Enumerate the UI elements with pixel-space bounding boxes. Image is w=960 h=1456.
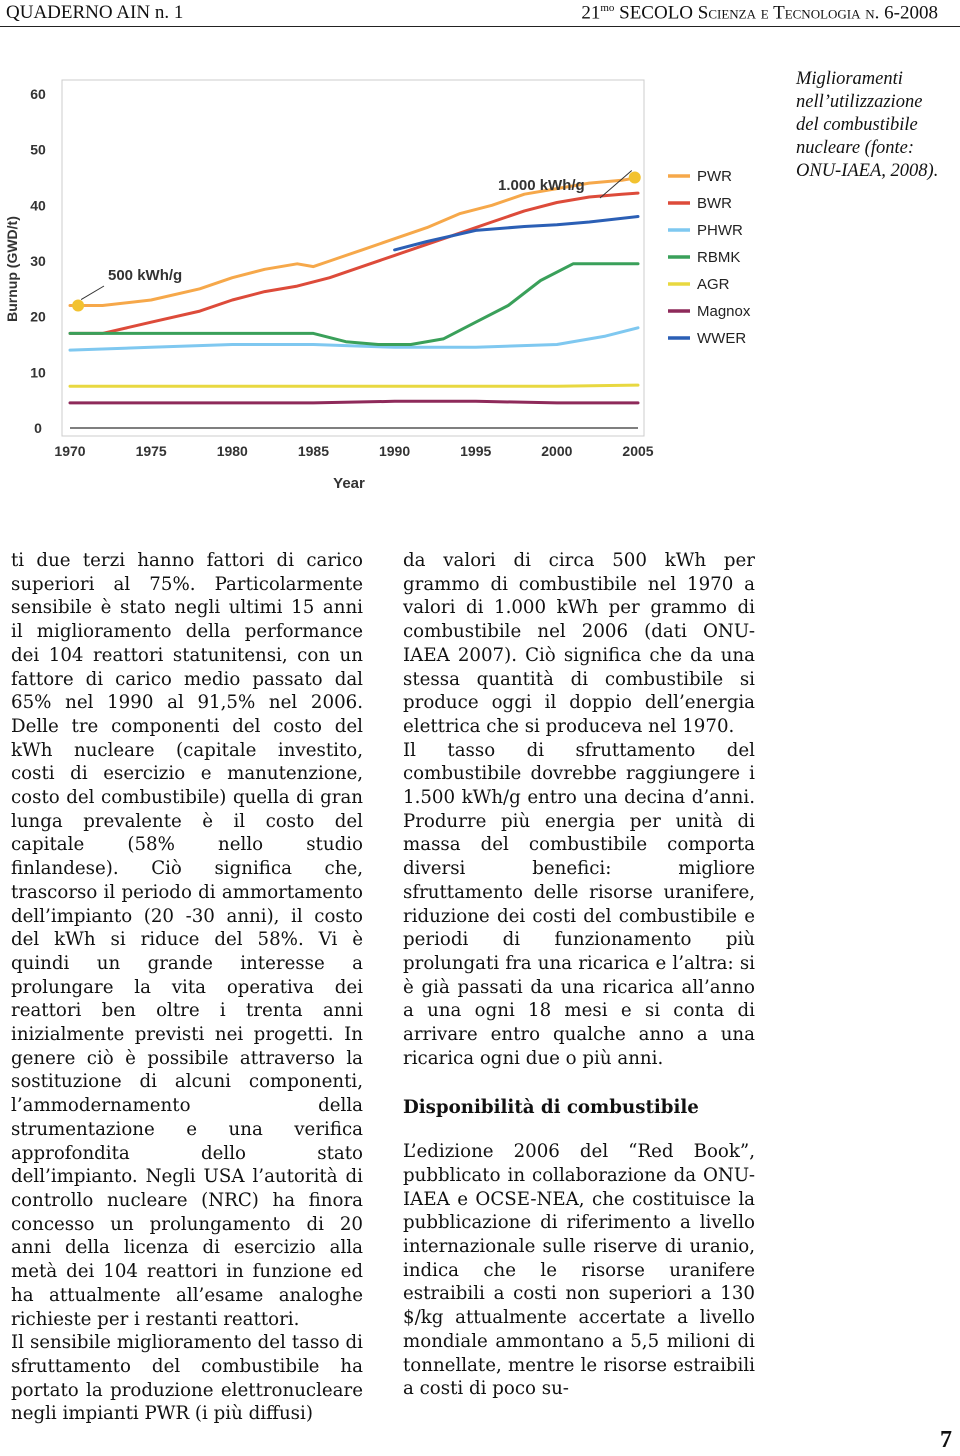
x-tick-label: 1975 xyxy=(135,443,167,459)
left-column xyxy=(11,549,363,1426)
x-tick-label: 1980 xyxy=(216,443,248,459)
header-number: 21 xyxy=(581,2,601,24)
end-annotation-label: 1.000 kWh/g xyxy=(498,177,585,194)
running-header-left: QUADERNO AIN n. 1 xyxy=(6,2,184,23)
x-axis-label: Year xyxy=(333,475,365,492)
legend-label-wwer: WWER xyxy=(697,330,747,347)
series-line-magnox xyxy=(70,401,638,403)
legend-label-magnox: Magnox xyxy=(697,303,751,320)
start-burnup-marker xyxy=(72,300,84,312)
header-journal: SECOLO Scienza e Tecnologia n. 6-2008 xyxy=(614,2,938,24)
header-rule xyxy=(0,26,960,27)
x-tick-label: 1970 xyxy=(54,443,86,459)
legend-label-phwr: PHWR xyxy=(697,222,743,239)
y-tick-label: 20 xyxy=(30,308,46,325)
running-header-right xyxy=(581,2,938,24)
x-tick-label: 1990 xyxy=(378,443,411,459)
legend-label-bwr: BWR xyxy=(697,195,732,212)
header-superscript: mo xyxy=(600,2,615,14)
y-tick-label: 60 xyxy=(30,86,46,102)
right-paragraph-1: da valori di circa 500 kWh per grammo di combustibile nel 1970 a valori di 1.000 kWh per grammo di combustibile nel 2006 (dati ONU-IAEA 2007). Ciò significa che da una stessa quantità di combustibile si produce oggi il doppio dell’energia elettrica che si produceva nel 1970. xyxy=(403,550,755,737)
right-column xyxy=(403,549,755,1401)
legend-label-rbmk: RBMK xyxy=(697,249,741,266)
y-tick-label: 30 xyxy=(30,253,46,269)
legend-label-agr: AGR xyxy=(697,276,730,293)
y-tick-label: 0 xyxy=(34,420,42,436)
series-line-agr xyxy=(70,385,638,386)
y-axis-label: Burnup (GWD/t) xyxy=(4,216,20,322)
page-number: 7 xyxy=(940,1427,952,1453)
left-paragraph-1: ti due terzi hanno fattori di carico superiori al 75%. Particolarmente sensibile è stato negli ultimi 15 anni il miglioramento della performance dei 104 reattori statunitensi, con un fattore di carico medio passato dal 65% nel 1990 al 91,5% nel 2006. Delle tre componenti del costo del kWh nucleare (capitale investito, costi di esercizio e manutenzione, costo del combustibile) quella di gran lunga prevalente è il costo del capitale (58% nello studio finlandese). Ciò significa che, trascorso il periodo di ammortamento dell’impianto (20 -30 anni), il costo del kWh si riduce del 58%. Vi è quindi un grande interesse a prolungare la vita operativa dei reattori ben oltre i trenta anni inizialmente previsti nei progetti. In genere ciò è possibile attraverso la sostituzione di alcuni componenti, l’ammodernamento della strumentazione e una verifica approfondita dello stato dell’impianto. Negli USA l’autorità di controllo nucleare (NRC) ha finora concesso un prolungamento di 20 anni della licenza di esercizio alla metà dei 104 reattori in funzione ed ha attualmente all’esame analoghe richieste per i restanti reattori. xyxy=(11,550,363,1330)
end-burnup-marker xyxy=(629,172,641,184)
right-paragraph-2: Il tasso di sfruttamento del combustibile dovrebbe raggiungere i 1.500 kWh/g entro una decina d’anni. Produrre più energia per unità di massa del combustibile comporta diversi benefici: migliore sfruttamento delle risorse uranifere, riduzione dei costi del combustibile e periodi di funzionamento più prolungati fra una ricarica e l’altra: si è già passati da una ricarica all’anno a una ogni 18 mesi e si conta di arrivare entro qualche anno a una ricarica ogni due o più anni. xyxy=(403,739,755,1069)
right-paragraph-3: L’edizione 2006 del “Red Book”, pubblicato in collaborazione da ONU-IAEA e OCSE-NEA, che costituisce la pubblicazione di riferimento a livello internazionale sulle riserve di uranio, indica che le risorse uranifere estraibili a costi non superiori a 130 $/kg attualmente accertate a livello mondiale ammontano a 5,5 milioni di tonnellate, mentre le risorse estraibili a costi di poco su- xyxy=(403,1141,755,1400)
y-tick-label: 40 xyxy=(30,197,46,214)
left-paragraph-2: Il sensibile miglioramento del tasso di sfruttamento del combustibile ha portato la produzione elettronucleare negli impianti PWR (i più diffusi) xyxy=(11,1332,363,1425)
y-tick-label: 50 xyxy=(30,141,46,158)
plot-frame xyxy=(62,80,644,436)
section-title: Disponibilità di combustibile xyxy=(403,1097,699,1119)
x-tick-label: 2005 xyxy=(622,443,654,459)
burnup-chart xyxy=(0,58,770,518)
x-tick-label: 1985 xyxy=(297,443,330,459)
start-annotation-label: 500 kWh/g xyxy=(108,267,183,284)
x-tick-label: 1995 xyxy=(460,443,492,459)
legend-label-pwr: PWR xyxy=(697,168,732,185)
figure-caption: Miglioramenti nell’utilizzazione del combustibile nucleare (fonte: ONU-IAEA, 2008). xyxy=(796,69,939,181)
y-tick-label: 10 xyxy=(30,364,46,381)
x-tick-label: 2000 xyxy=(541,443,573,459)
